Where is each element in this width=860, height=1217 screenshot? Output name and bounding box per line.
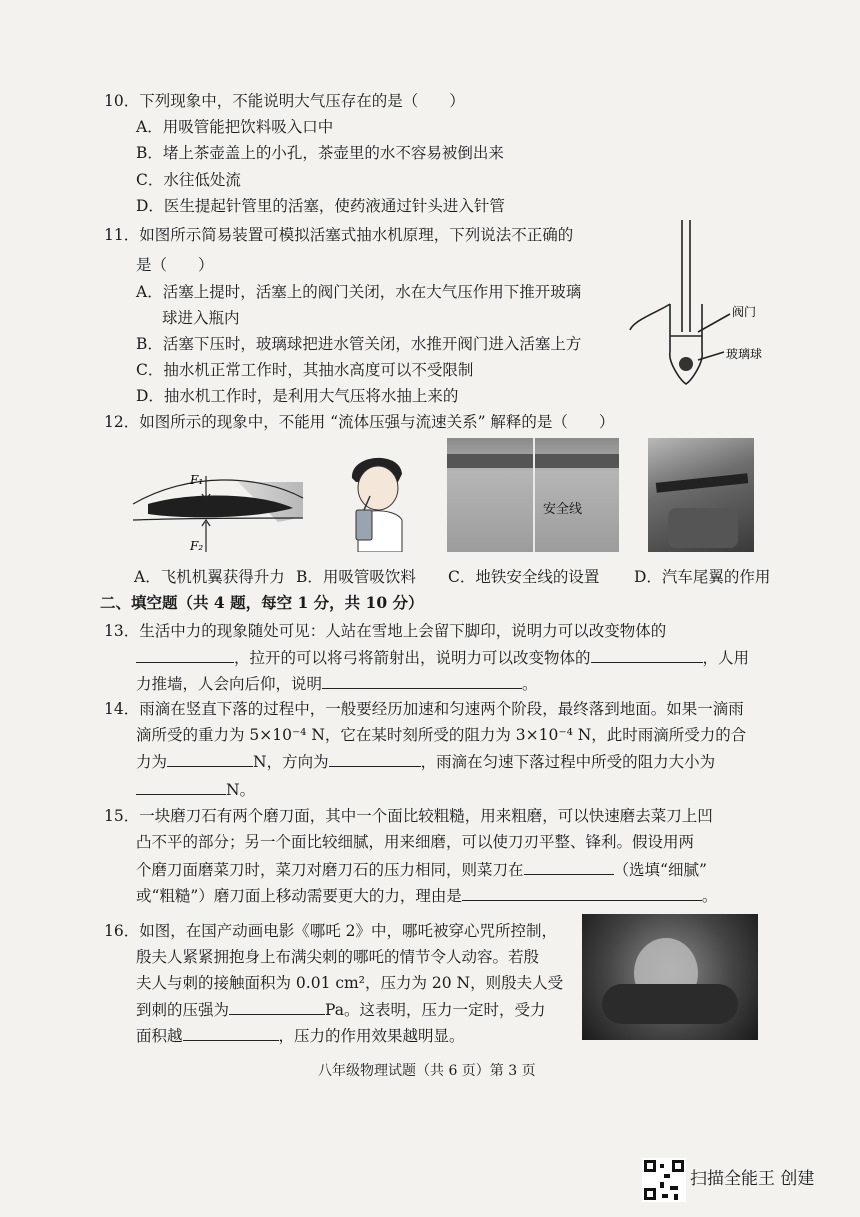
q12-caption-b: B．用吸管吸饮料 — [296, 568, 416, 586]
answer-blank[interactable] — [136, 778, 226, 795]
q16-line3: 夫人与刺的接触面积为 0.01 cm²，压力为 20 N，则殷夫人受 — [136, 974, 564, 992]
answer-blank[interactable] — [322, 672, 522, 689]
q12-caption-a: A．飞机机翼获得升力 — [134, 568, 285, 586]
q15-line4: 或“粗糙”）磨刀面上移动需要更大的力，理由是 。 — [136, 884, 717, 907]
valve-label: 阀门 — [732, 305, 757, 319]
q10-option-a: A．用吸管能把饮料吸入口中 — [136, 118, 334, 136]
q15-line3: 个磨刀面磨菜刀时，菜刀对磨刀石的压力相同，则菜刀在 （选填“细腻” — [136, 858, 707, 881]
answer-blank[interactable] — [136, 646, 234, 663]
q13-line1: 13．生活中力的现象随处可见：人站在雪地上会留下脚印，说明力可以改变物体的 — [104, 622, 667, 640]
wing-figure — [128, 462, 308, 562]
q16-line2: 殷夫人紧紧拥抱身上布满尖刺的哪吒的情节令人动容。若殷 — [136, 948, 540, 966]
q11-option-c: C．抽水机正常工作时，其抽水高度可以不受限制 — [136, 361, 474, 379]
q14-line2: 滴所受的重力为 5×10⁻⁴ N，它在某时刻所受的阻力为 3×10⁻⁴ N，此时雨滴所受力的合 — [136, 726, 747, 744]
f1-label: F₁ — [190, 473, 204, 487]
q15-line1: 15．一块磨刀石有两个磨刀面，其中一个面比较粗糙，用来粗磨，可以快速磨去菜刀上凹 — [104, 807, 713, 825]
straw-figure — [340, 448, 420, 552]
answer-blank[interactable] — [167, 750, 253, 767]
q11-option-d: D．抽水机工作时，是利用大气压将水抽上来的 — [136, 387, 459, 405]
q14-line3: 力为 N，方向为 ，雨滴在匀速下落过程中所受的阻力大小为 — [136, 750, 715, 773]
car-spoiler-photo — [648, 438, 754, 552]
section-title: 二、填空题（共 4 题，每空 1 分，共 10 分） — [100, 593, 424, 612]
pump-figure — [620, 212, 780, 392]
page-footer: 八年级物理试题（共 6 页）第 3 页 — [318, 1063, 536, 1079]
q13-line2: ，拉开的可以将弓将箭射出，说明力可以改变物体的 ，人用 — [136, 646, 749, 669]
q10-option-c: C．水往低处流 — [136, 171, 241, 189]
subway-photo — [447, 438, 619, 552]
answer-blank[interactable] — [591, 646, 703, 663]
qr-code-icon — [642, 1158, 686, 1202]
answer-blank[interactable] — [524, 858, 614, 875]
q16-line4: 到刺的压强为 Pa。这表明，压力一定时，受力 — [136, 998, 546, 1021]
safety-line-label: 安全线 — [543, 502, 583, 517]
q12-caption-c: C．地铁安全线的设置 — [448, 568, 600, 586]
q11-option-a-cont: 球进入瓶内 — [162, 309, 240, 327]
movie-still-photo — [582, 914, 758, 1040]
q11-option-b: B．活塞下压时，玻璃球把进水管关闭，水推开阀门进入活塞上方 — [136, 335, 582, 353]
q14-line4: N。 — [136, 778, 255, 801]
q14-line1: 14．雨滴在竖直下落的过程中，一般要经历加速和匀速两个阶段，最终落到地面。如果一滴雨 — [104, 700, 744, 718]
answer-blank[interactable] — [462, 884, 702, 901]
q11-option-a: A．活塞上提时，活塞上的阀门关闭，水在大气压作用下推开玻璃 — [136, 283, 582, 301]
answer-blank[interactable] — [329, 750, 421, 767]
answer-blank[interactable] — [183, 1024, 279, 1041]
q15-line2: 凸不平的部分；另一个面比较细腻，用来细磨，可以使刀刃平整、锋利。假设用两 — [136, 833, 695, 851]
glass-ball-icon — [679, 357, 693, 371]
q12-caption-d: D．汽车尾翼的作用 — [634, 568, 771, 586]
q13-line3: 力推墙，人会向后仰，说明 。 — [136, 672, 538, 695]
q11-stem: 11．如图所示简易装置可模拟活塞式抽水机原理，下列说法不正确的 — [104, 226, 574, 244]
q16-line5: 面积越 ，压力的作用效果越明显。 — [136, 1024, 465, 1047]
q12-stem: 12．如图所示的现象中，不能用 “流体压强与流速关系” 解释的是（ ） — [104, 413, 615, 431]
answer-blank[interactable] — [229, 998, 325, 1015]
f2-label: F₂ — [190, 539, 204, 553]
q10-option-b: B．堵上茶壶盖上的小孔，茶壶里的水不容易被倒出来 — [136, 144, 504, 162]
q10-option-d: D．医生提起针管里的活塞，使药液通过针头进入针管 — [136, 197, 505, 215]
q11-stem-cont: 是（ ） — [136, 256, 214, 274]
q16-line1: 16．如图，在国产动画电影《哪吒 2》中，哪吒被穿心咒所控制， — [104, 922, 558, 940]
glass-ball-label: 玻璃球 — [726, 347, 763, 361]
scanner-watermark: 扫描全能王 创建 — [690, 1169, 815, 1189]
q10-stem: 10．下列现象中，不能说明大气压存在的是（ ） — [104, 92, 465, 110]
